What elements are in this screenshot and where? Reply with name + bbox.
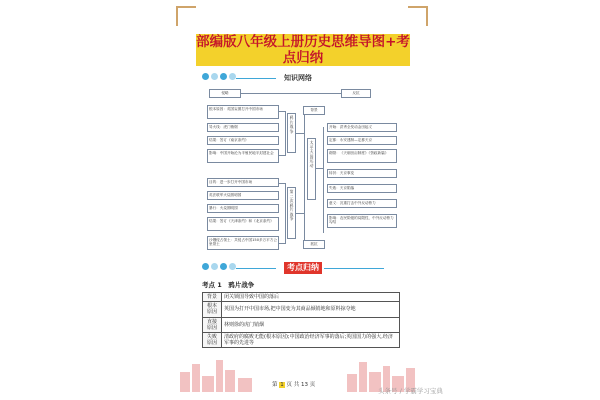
divider [236,78,276,79]
page-indicator: 第 1 页 共 13 页 [272,382,316,388]
mm-right-box: 意义：沉重打击中外反动势力 [327,199,397,208]
table-key: 背景 [203,293,222,302]
total-pages: 13 [301,382,309,388]
watermark: 头条号 / 学霸学习宝典 [378,387,443,395]
title-line-1: 部编版八年级上册历史思维导图+考 [196,34,410,50]
current-page: 1 [280,382,284,388]
mm-left-box: 导火线：虎门销烟 [207,123,279,132]
mm-left-box: 影响：中国开始沦为半殖民地半封建社会 [207,149,279,163]
table-row [203,302,400,317]
mm-right-box: 失败：天京陷落 [327,184,397,193]
table-value: 闭关锁国导致中国的落后 [222,293,400,302]
table-key: 失败原因 [203,333,222,348]
mm-taiping: 太平天国运动 [307,138,316,200]
mind-map [203,83,400,258]
divider [236,268,276,269]
mm-right-box: 影响：农民阶级的局限性，中外反动势力勾结 [327,214,397,228]
table-value: 清政府的腐败无能(根本原因);中国政治经济军事的落后;英国国力的强大,经济军事的先进等 [222,333,400,348]
corner-decoration [408,6,428,26]
keypoint-heading: 考点 1 鸦片战争 [202,281,255,289]
mm-left-box: 结果：签订《南京条约》 [207,136,279,145]
title-line-2: 点归纳 [282,50,324,66]
mm-right-box: 定都：永安建制—定都天京 [327,136,397,145]
mm-right-box: 转折：天京事变 [327,169,397,178]
mm-center-top: 背景 [303,106,325,115]
mm-left-box: 根本原因：英国妄图打开中国市场 [207,105,279,119]
mm-war1: 鸦片战争 [287,113,296,153]
document-title [196,34,410,66]
section-dots [202,73,236,81]
table-row [203,333,400,348]
mm-left-box: 目的：进一步打开中国市场 [207,178,279,187]
section-heading-knowledge: 知识网络 [284,74,312,82]
table-value: 英国为打开中国市场,把中国变为其商品倾销地和原料掠夺地 [222,302,400,317]
mm-center-bottom: 抵抗 [303,240,325,249]
table-key: 根本原因 [203,302,222,317]
corner-decoration [176,6,196,26]
table-value: 林则徐的虎门销烟 [222,317,400,332]
mm-war2: 第二次鸦片战争 [287,187,296,239]
divider [324,268,384,269]
mm-left-box: 沙俄侵占领土：共侵占中国150多万平方公里领土 [207,236,279,250]
mm-right-box: 开始：洪秀全发动金田起义 [327,123,397,132]
mm-left-box: 暴行：火烧圆明园 [207,204,279,213]
mm-left-box: 结果：签订《天津条约》和《北京条约》 [207,217,279,231]
table-row [203,317,400,332]
mm-top-right: 反抗 [341,89,371,98]
section-heading-keypoints: 考点归纳 [284,262,322,274]
table-row [203,293,400,302]
keypoint-table [202,292,400,348]
mm-left-box: 英法联军火烧圆明园 [207,191,279,200]
mm-right-box: 纲领：《天朝田亩制度》《资政新篇》 [327,149,397,163]
table-key: 直接原因 [203,317,222,332]
section-dots [202,263,236,272]
mm-top-left: 侵略 [209,89,241,98]
